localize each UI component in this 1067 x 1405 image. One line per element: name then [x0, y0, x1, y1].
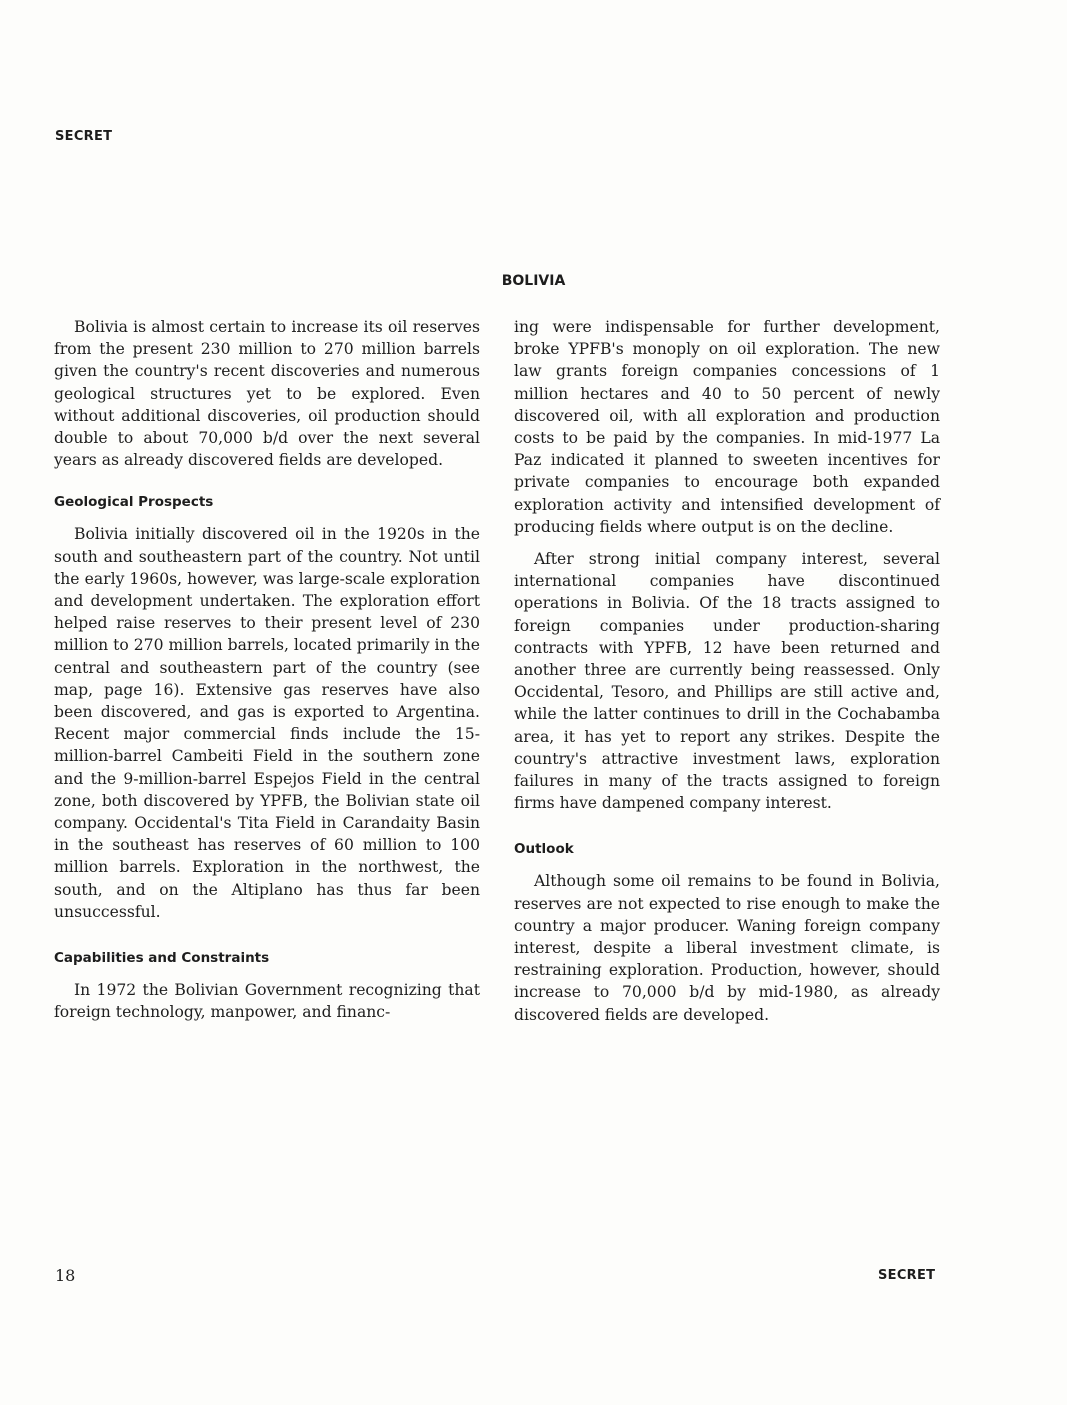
paragraph-continuation: ing were indispensable for further development, broke YPFB's monoply on oil exploration. The new law grants foreign companies concessions of 1 million hectares and 40 to 50 percent of newly discovered oil, with all exploration and production costs to be paid by the companies. In mid-1977 La Paz indicated it planned to sweeten incentives for private companies to encourage both expanded exploration activity and intensified development of producing fields where output is on the decline. — [514, 318, 940, 536]
paragraph-capabilities: In 1972 the Bolivian Government recognizing that foreign technology, manpower, and financ- — [54, 981, 480, 1022]
paragraph-outlook: Although some oil remains to be found in Bolivia, reserves are not expected to rise enough to make the country a major producer. Waning foreign company interest, despite a liberal investment climate, is restraining exploration. Production, however, should increase to 70,000 b/d by mid-1980, as already discovered fields are developed. — [514, 872, 940, 1024]
classification-header: SECRET — [55, 129, 113, 144]
page-title: BOLIVIA — [501, 273, 566, 289]
paragraph-intro: Bolivia is almost certain to increase its oil reserves from the present 230 million to 270 million barrels given the country's recent discoveries and numerous geological structures yet to be explored. Even without additional discoveries, oil production should double to about 70,000 b/d over the next several years as already discovered fields are developed. — [54, 318, 480, 470]
right-column — [514, 316, 940, 1036]
paragraph-company-interest: After strong initial company interest, several international companies have discontinued operations in Bolivia. Of the 18 tracts assigned to foreign companies under production-sharing contracts with YPFB, 12 have been returned and another three are currently being reassessed. Only Occidental, Tesoro, and Phillips are still active and, while the latter continues to drill in the Cochabamba area, it has yet to report any strikes. Despite the country's attractive investment laws, exploration failures in many of the tracts assigned to foreign firms have dampened company interest. — [514, 550, 940, 813]
page-number: 18 — [55, 1266, 76, 1285]
left-column — [54, 316, 480, 1033]
heading-capabilities: Capabilities and Constraints — [54, 950, 270, 967]
paragraph-geological: Bolivia initially discovered oil in the 1920s in the south and southeastern part of the country. Not until the early 1960s, however, was large-scale exploration and development undertaken. The exploration effort helped raise reserves to their present level of 230 million to 270 million barrels, located primarily in the central and southeastern part of the country (see map, page 16). Extensive gas reserves have also been discovered, and gas is exported to Argentina. Recent major commercial finds include the 15-million-barrel Cambeiti Field in the southern zone and the 9-million-barrel Espejos Field in the central zone, both discovered by YPFB, the Bolivian state oil company. Occidental's Tita Field in Carandaity Basin in the southeast has reserves of 60 million to 100 million barrels. Exploration in the northwest, the south, and on the Altiplano has thus far been unsuccessful. — [54, 525, 480, 921]
heading-geological-prospects: Geological Prospects — [54, 494, 214, 511]
heading-outlook: Outlook — [514, 841, 574, 858]
classification-footer: SECRET — [878, 1268, 936, 1283]
